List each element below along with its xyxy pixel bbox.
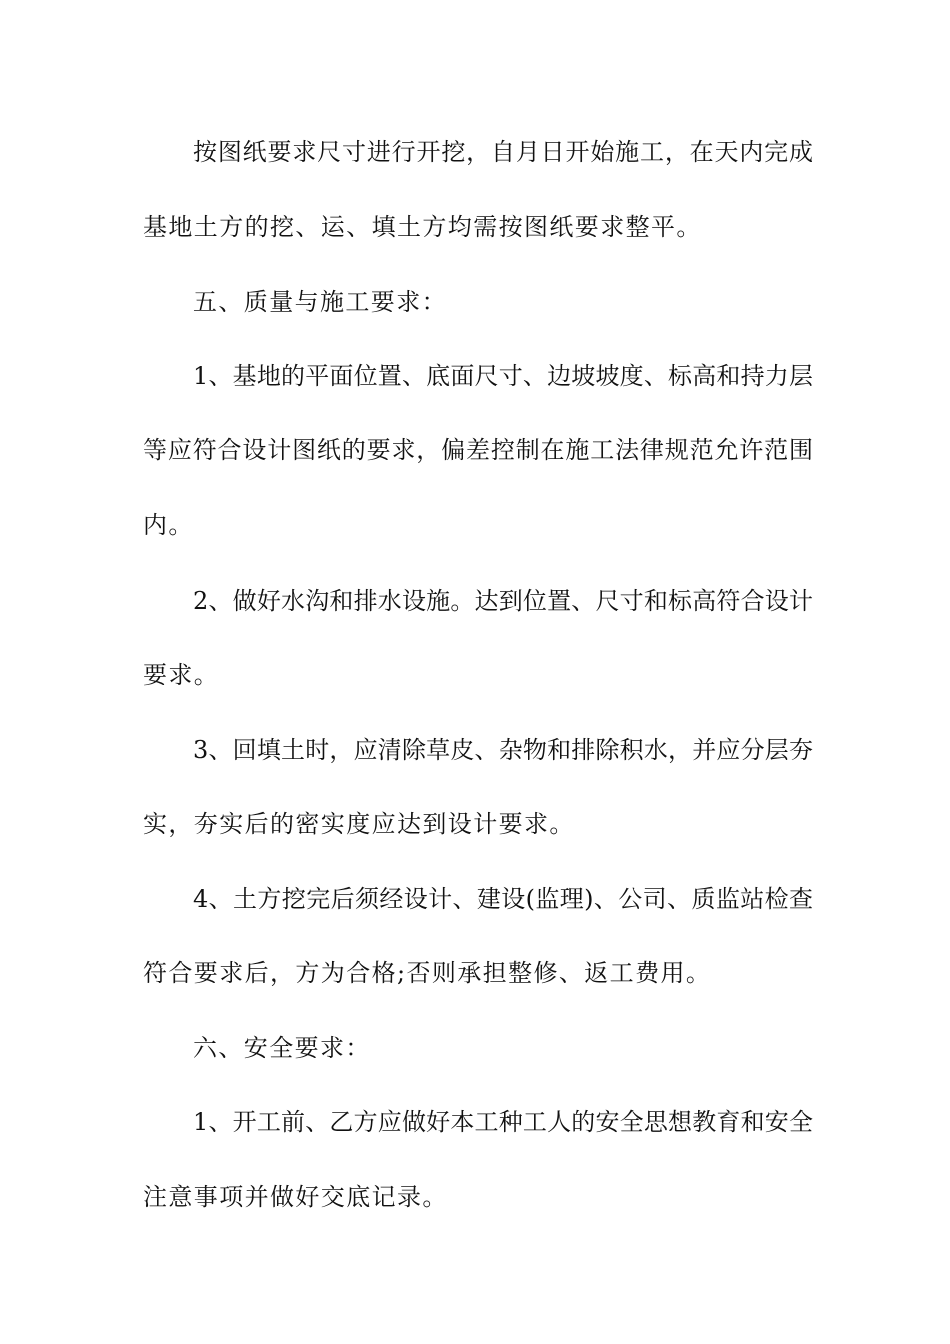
paragraph-line: 实，夯实后的密实度应达到设计要求。 xyxy=(143,810,575,838)
paragraph-line: 1、基地的平面位置、底面尺寸、边坡坡度、标高和持力层 xyxy=(193,362,813,390)
paragraph-line: 等应符合设计图纸的要求，偏差控制在施工法律规范允许范围 xyxy=(143,436,813,464)
paragraph-line: 内。 xyxy=(143,511,194,539)
paragraph-line: 符合要求后，方为合格;否则承担整修、返工费用。 xyxy=(143,959,712,987)
paragraph-line: 4、土方挖完后须经设计、建设(监理)、公司、质监站检查 xyxy=(193,885,813,913)
section-heading: 五、质量与施工要求： xyxy=(193,288,447,316)
paragraph-line: 按图纸要求尺寸进行开挖，自月日开始施工，在天内完成 xyxy=(193,138,813,166)
section-heading: 六、安全要求： xyxy=(193,1034,371,1062)
paragraph-line: 2、做好水沟和排水设施。达到位置、尺寸和标高符合设计 xyxy=(193,587,813,615)
paragraph-line: 要求。 xyxy=(143,661,220,689)
paragraph-line: 1、开工前、乙方应做好本工种工人的安全思想教育和安全 xyxy=(193,1108,813,1136)
paragraph-line: 基地土方的挖、运、填土方均需按图纸要求整平。 xyxy=(143,213,702,241)
paragraph-line: 3、回填土时，应清除草皮、杂物和排除积水，并应分层夯 xyxy=(193,736,813,764)
paragraph-line: 注意事项并做好交底记录。 xyxy=(143,1183,448,1211)
